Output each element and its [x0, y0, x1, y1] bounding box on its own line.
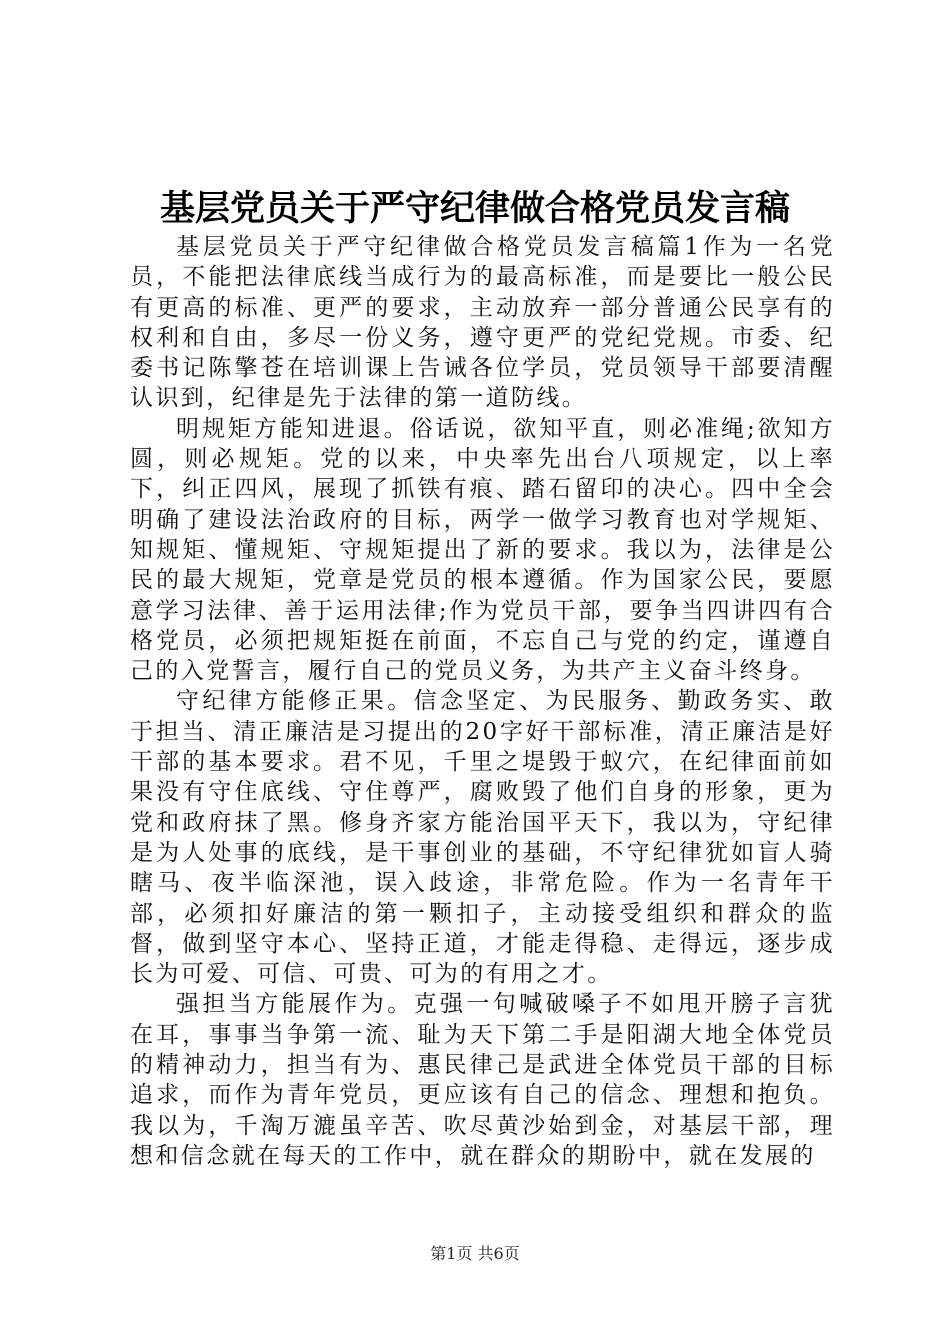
document-title: 基层党员关于严守纪律做合格党员发言稿: [159, 188, 790, 229]
document-body: [130, 232, 835, 1171]
paragraph-1: 基层党员关于严守纪律做合格党员发言稿篇1作为一名党员，不能把法律底线当成行为的最高标准，而是要比一般公民有更高的标准、更严的要求，主动放弃一部分普通公民享有的权利和自由，多尽一份义务，遵守更严的党纪党规。市委、纪委书记陈擎苍在培训课上告诫各位学员，党员领导干部要清醒认识到，纪律是先于法律的第一道防线。: [130, 234, 835, 412]
paragraph-3: 守纪律方能修正果。信念坚定、为民服务、勤政务实、敢于担当、清正廉洁是习提出的20字好干部标准，清正廉洁是好干部的基本要求。君不见，千里之堤毁于蚁穴，在纪律面前如果没有守住底线、守住尊严，腐败毁了他们自身的形象，更为党和政府抹了黑。修身齐家方能治国平天下，我以为，守纪律是为人处事的底线，是干事创业的基础，不守纪律犹如盲人骑瞎马、夜半临深池，误入歧途，非常危险。作为一名青年干部，必须扣好廉洁的第一颗扣子，主动接受组织和群众的监督，做到坚守本心、坚持正道，才能走得稳、走得远，逐步成长为可爱、可信、可贵、可为的有用之才。: [130, 688, 835, 988]
paragraph-4: 强担当方能展作为。克强一句喊破嗓子不如甩开膀子言犹在耳，事事当争第一流、耻为天下第二手是阳湖大地全体党员的精神动力，担当有为、惠民律己是武进全体党员干部的目标追求，而作为青年党员，更应该有自己的信念、理想和抱负。我以为，千淘万漉虽辛苦、吹尽黄沙始到金，对基层干部，理想和信念就在每天的工作中，就在群众的期盼中，就在发展的: [130, 991, 835, 1169]
paragraph-2: 明规矩方能知进退。俗话说，欲知平直，则必准绳;欲知方圆，则必规矩。党的以来，中央率先出台八项规定，以上率下，纠正四风，展现了抓铁有痕、踏石留印的决心。四中全会明确了建设法治政府的目标，两学一做学习教育也对学规矩、知规矩、懂规矩、守规矩提出了新的要求。我以为，法律是公民的最大规矩，党章是党员的根本遵循。作为国家公民，要愿意学习法律、善于运用法律;作为党员干部，要争当四讲四有合格党员，必须把规矩挺在前面，不忘自己与党的约定，谨遵自己的入党誓言，履行自己的党员义务，为共产主义奋斗终身。: [130, 415, 835, 685]
page-footer: 第1页 共6页: [430, 1244, 520, 1263]
